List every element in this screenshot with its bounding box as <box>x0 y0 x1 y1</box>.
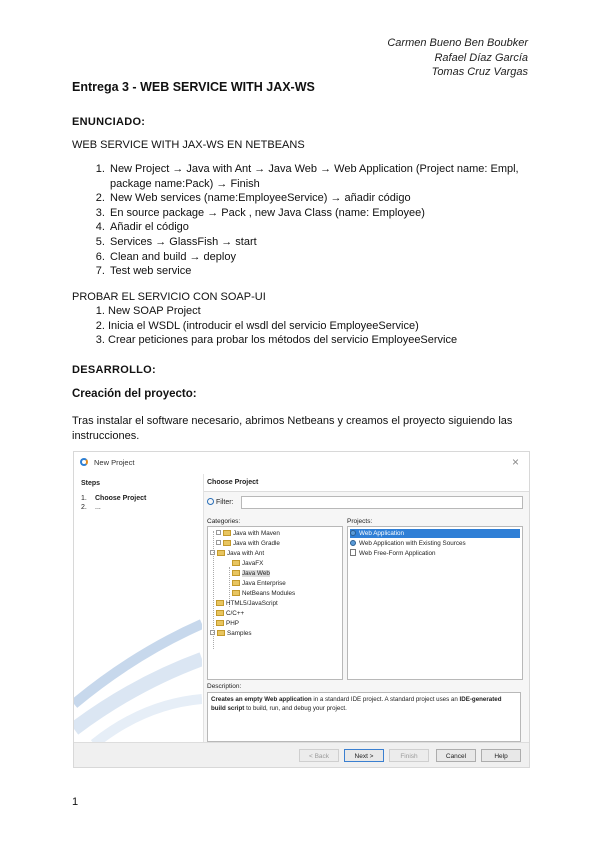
expand-toggle-icon[interactable] <box>210 630 215 635</box>
collapse-toggle-icon[interactable] <box>210 550 215 555</box>
list-item: 6. Clean and build → deploy <box>108 250 563 265</box>
categories-tree[interactable] <box>207 526 343 680</box>
folder-icon <box>217 630 225 636</box>
author-1: Carmen Bueno Ben Boubker <box>387 37 528 49</box>
creacion-heading: Creación del proyecto: <box>72 388 197 400</box>
steps-heading: Steps <box>81 480 101 487</box>
list-item: 5. Services → GlassFish → start <box>108 235 563 250</box>
netbeans-logo-icon <box>80 458 88 466</box>
soap-steps-list <box>72 304 563 348</box>
choose-project-pane <box>203 474 530 742</box>
tree-item-java-enterprise[interactable]: Java Enterprise <box>232 579 286 588</box>
tree-item-javafx[interactable]: JavaFX <box>232 559 263 568</box>
step-number: 2. <box>81 504 87 511</box>
next-button[interactable]: Next > <box>344 749 384 762</box>
tree-item-samples[interactable]: Samples <box>210 629 252 638</box>
list-item: 4. Añadir el código <box>108 220 563 235</box>
dialog-titlebar <box>78 456 523 470</box>
folder-icon <box>216 610 224 616</box>
creacion-paragraph: Tras instalar el software necesario, abrimos Netbeans y creamos el proyecto siguiendo las instrucciones. <box>72 415 513 442</box>
folder-icon <box>216 600 224 606</box>
project-item-web-existing[interactable]: Web Application with Existing Sources <box>350 539 520 548</box>
folder-icon <box>232 590 240 596</box>
search-icon <box>207 498 214 505</box>
projects-list[interactable] <box>347 526 523 680</box>
folder-icon <box>216 620 224 626</box>
netbeans-steps-list <box>72 162 563 279</box>
list-item: 2. New Web services (name:EmployeeService) → añadir código <box>108 191 563 206</box>
projects-label: Projects: <box>347 518 373 525</box>
step-label: Choose Project <box>95 495 147 502</box>
list-item: 3. En source package → Pack , new Java Class (name: Employee) <box>108 206 563 221</box>
back-button[interactable]: < Back <box>299 749 339 762</box>
filter-input[interactable] <box>241 496 523 509</box>
step-label: ... <box>95 504 101 511</box>
list-item: 1. New SOAP Project <box>108 304 563 319</box>
desc-text: to build, run, and debug your project. <box>244 704 347 712</box>
soap-heading: PROBAR EL SERVICIO CON SOAP-UI <box>72 291 266 303</box>
folder-icon <box>232 560 240 566</box>
list-item: 3. Crear peticiones para probar los métodos del servicio EmployeeService <box>108 333 563 348</box>
tree-item-java-gradle[interactable]: Java with Gradle <box>216 539 280 548</box>
desc-bold: IDE-generated build script <box>211 696 502 712</box>
document-title: Entrega 3 - WEB SERVICE WITH JAX-WS <box>72 80 315 94</box>
tree-item-cpp[interactable]: C/C++ <box>216 609 244 618</box>
project-item-web-freeform[interactable]: Web Free-Form Application <box>350 549 520 558</box>
desc-text: in a standard IDE project. A standard project uses an <box>311 696 460 703</box>
desc-bold: Creates an empty Web application <box>211 696 312 703</box>
web-app-icon <box>350 530 356 536</box>
categories-label: Categories: <box>207 518 241 525</box>
filter-label-row <box>207 498 234 506</box>
step-choose-project <box>81 495 146 502</box>
xml-file-icon <box>350 549 356 556</box>
netbeans-heading: WEB SERVICE WITH JAX-WS EN NETBEANS <box>72 139 305 151</box>
tree-item-java-maven[interactable]: Java with Maven <box>216 529 280 538</box>
new-project-dialog-screenshot <box>73 451 530 768</box>
close-icon[interactable]: × <box>511 455 519 469</box>
help-button[interactable]: Help <box>481 749 521 762</box>
desarrollo-heading: DESARROLLO: <box>72 364 156 376</box>
folder-icon <box>232 580 240 586</box>
panel-title: Choose Project <box>207 479 259 486</box>
project-item-web-application[interactable]: Web Application <box>350 529 520 538</box>
list-item: 2. Inicia el WSDL (introducir el wsdl del servicio EmployeeService) <box>108 319 563 334</box>
filter-label: Filter: <box>216 499 234 506</box>
page-number: 1 <box>72 796 79 808</box>
decorative-swoosh-graphic <box>74 614 202 742</box>
dialog-title: New Project <box>94 458 135 467</box>
author-3: Tomas Cruz Vargas <box>431 66 528 78</box>
folder-icon <box>223 540 231 546</box>
description-box <box>207 692 521 742</box>
description-label: Description: <box>207 683 242 690</box>
list-item: 1. New Project → Java with Ant → Java Web → Web Application (Project name: Empl, package name:Pack) → Finish <box>108 162 563 191</box>
tree-item-java-ant[interactable]: Java with Ant <box>210 549 264 558</box>
step-number: 1. <box>81 495 87 502</box>
folder-open-icon <box>217 550 225 556</box>
folder-icon <box>223 530 231 536</box>
tree-item-html5[interactable]: HTML5/JavaScript <box>216 599 278 608</box>
finish-button[interactable]: Finish <box>389 749 429 762</box>
cancel-button[interactable]: Cancel <box>436 749 476 762</box>
tree-item-java-web[interactable]: Java Web <box>232 569 270 578</box>
authors-block <box>387 36 528 80</box>
tree-item-netbeans-modules[interactable]: NetBeans Modules <box>232 589 295 598</box>
dialog-button-bar <box>74 742 529 768</box>
panel-header <box>204 474 530 492</box>
list-item: 7. Test web service <box>108 264 563 279</box>
step-next <box>81 504 101 511</box>
steps-pane <box>74 474 202 742</box>
web-app-icon <box>350 540 356 546</box>
folder-icon <box>232 570 240 576</box>
expand-toggle-icon[interactable] <box>216 530 221 535</box>
author-2: Rafael Díaz García <box>434 51 528 64</box>
enunciado-heading: ENUNCIADO: <box>72 116 146 128</box>
expand-toggle-icon[interactable] <box>216 540 221 545</box>
tree-item-php[interactable]: PHP <box>216 619 239 628</box>
